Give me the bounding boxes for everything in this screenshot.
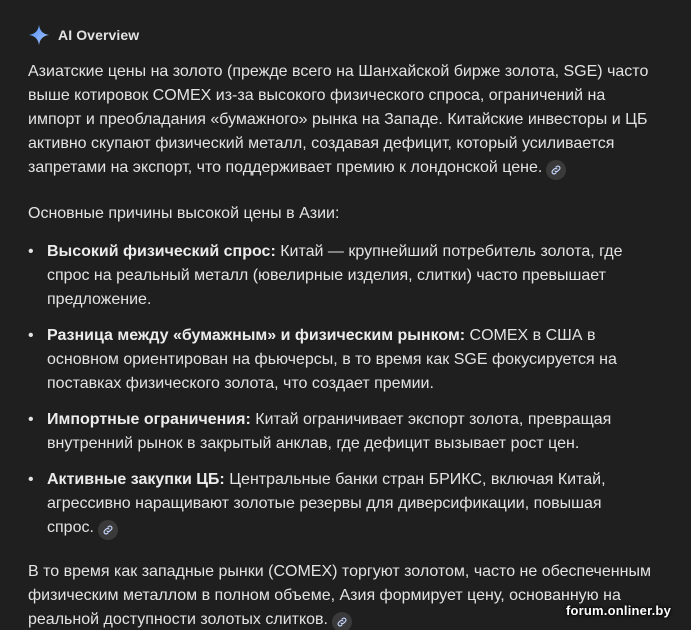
list-item bbox=[28, 468, 627, 540]
reason-title: Импортные ограничения: bbox=[47, 411, 251, 428]
list-item bbox=[28, 240, 627, 312]
reason-title: Активные закупки ЦБ: bbox=[47, 471, 225, 488]
link-icon bbox=[550, 164, 562, 176]
bullet: • bbox=[28, 411, 34, 428]
ai-overview-header bbox=[28, 22, 139, 48]
reason-text: COMEX в США в основном ориентирован на фьючерсы, в то время как SGE фокусируется на поставках физического золота, что создает премии. bbox=[47, 327, 617, 392]
conclusion-text: В то время как западные рынки (COMEX) торгуют золотом, часто не обеспеченным физическим металлом в полном объеме, Азия формирует цену, основанную на реальной доступности золотых слитков. bbox=[28, 563, 651, 628]
list-item bbox=[28, 408, 627, 456]
intro-paragraph bbox=[28, 60, 658, 180]
link-icon bbox=[102, 524, 114, 536]
conclusion-paragraph bbox=[28, 560, 668, 630]
source-link-button[interactable] bbox=[332, 612, 352, 630]
reasons-list bbox=[28, 240, 668, 540]
list-item bbox=[28, 324, 627, 396]
intro-text: Азиатские цены на золото (прежде всего на Шанхайской бирже золота, SGE) часто выше котировок COMEX из-за высокого физического спроса, ограничений на импорт и преобладания «бумажного» рынка на Западе. Китайские инвесторы и ЦБ активно скупают физический металл, создавая дефицит, который усиливается запретами на экспорт, что поддерживает премию к лондонской цене. bbox=[28, 63, 649, 176]
reasons-heading: Основные причины высокой цены в Азии: bbox=[28, 205, 340, 222]
overview-content bbox=[28, 60, 668, 630]
bullet: • bbox=[28, 327, 34, 344]
reason-text: Центральные банки стран БРИКС, включая Китай, агрессивно наращивают золотые резервы для диверсификации, повышая спрос. bbox=[47, 471, 606, 536]
bullet: • bbox=[28, 471, 34, 488]
watermark: forum.onliner.by bbox=[565, 603, 671, 618]
reason-text: Китай ограничивает экспорт золота, превращая внутренний рынок в закрытый анклав, где дефицит вызывает рост цен. bbox=[47, 411, 612, 452]
reason-title: Разница между «бумажным» и физическим рынком: bbox=[47, 327, 466, 344]
source-link-button[interactable] bbox=[98, 520, 118, 540]
link-icon bbox=[336, 616, 348, 628]
reason-text: Китай — крупнейший потребитель золота, где спрос на реальный металл (ювелирные изделия, слитки) часто превышает предложение. bbox=[47, 243, 623, 308]
source-link-button[interactable] bbox=[546, 160, 566, 180]
ai-overview-title: AI Overview bbox=[58, 27, 140, 43]
gemini-spark-icon bbox=[28, 24, 50, 46]
reason-title: Высокий физический спрос: bbox=[47, 243, 276, 260]
bullet: • bbox=[28, 243, 34, 260]
